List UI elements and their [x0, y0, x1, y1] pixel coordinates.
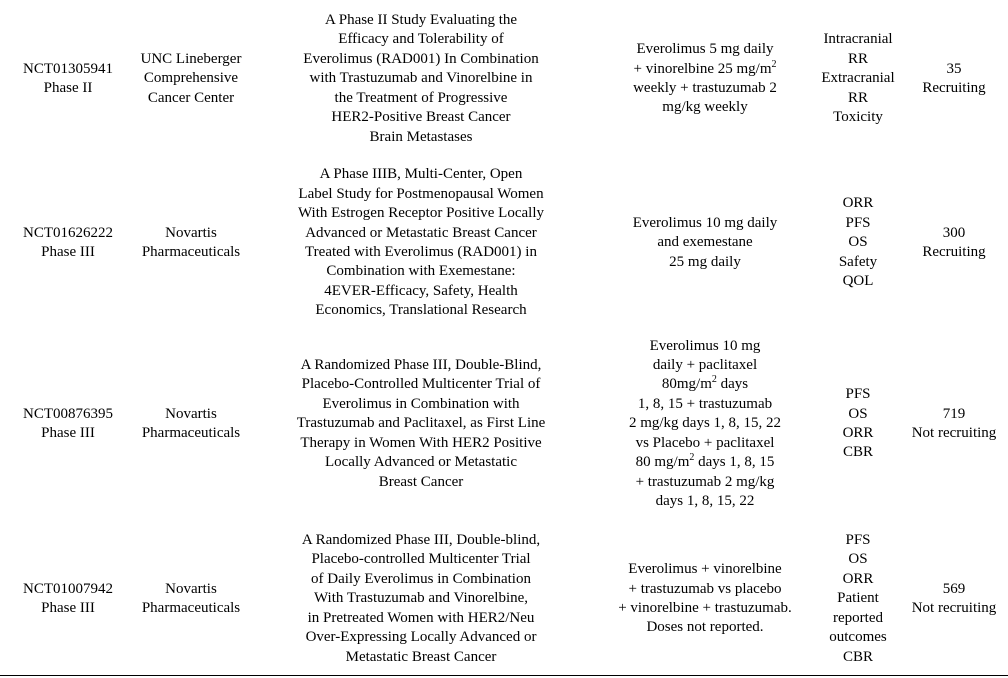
cell-text: NCT01305941 — [23, 60, 113, 77]
cell-text: Cancer Center — [147, 89, 235, 106]
cell-line — [943, 224, 966, 243]
endpoints-cell — [808, 30, 908, 127]
cell-text: Novartis — [165, 405, 217, 422]
cell-line — [165, 580, 217, 599]
cell-line — [657, 233, 752, 252]
cell-text: 4EVER-Efficacy, Safety, Health — [324, 282, 518, 299]
cell-text: Locally Advanced or Metastatic — [324, 454, 517, 471]
cell-line — [829, 628, 887, 647]
cell-text: NCT00876395 — [23, 405, 113, 422]
cell-line — [303, 50, 538, 69]
cell-text: With Trastuzumab and Vinorelbine, — [313, 590, 529, 607]
cell-text-tail: days — [716, 376, 749, 393]
cell-line — [315, 301, 526, 320]
cell-line — [628, 560, 781, 579]
cell-text: A Phase IIIB, Multi-Center, Open — [319, 166, 523, 183]
title-cell — [280, 531, 562, 667]
cell-line — [922, 79, 985, 98]
cell-text: Phase II — [43, 80, 93, 96]
cell-line — [324, 282, 518, 301]
cell-text: the Treatment of Progressive — [334, 89, 508, 106]
cell-line — [662, 375, 748, 394]
cell-text: Safety — [838, 253, 878, 270]
trial-id-cell — [0, 405, 136, 444]
cell-line — [300, 434, 541, 453]
cell-line — [636, 434, 775, 453]
cell-text: days 1, 8, 15, 22 — [655, 492, 755, 509]
cell-text: Everolimus + vinorelbine — [628, 561, 782, 578]
enrollment-status-cell — [900, 224, 1008, 263]
cell-text: A Randomized Phase III, Double-blind, — [301, 532, 541, 549]
sponsor-cell — [125, 405, 257, 444]
cell-text: OS — [848, 551, 868, 568]
cell-text: ORR — [842, 425, 874, 441]
table-row — [0, 158, 1008, 328]
cell-text: Economics, Translational Research — [315, 302, 527, 319]
cell-text: Everolimus in Combination with — [322, 395, 520, 412]
cell-text: mg/kg weekly — [662, 99, 748, 116]
cell-line — [142, 599, 240, 618]
superscript: 2 — [771, 58, 777, 70]
cell-text: Extracranial — [821, 70, 895, 87]
table-row — [0, 328, 1008, 520]
cell-text: + trastuzumab vs placebo — [628, 580, 782, 597]
cell-line — [326, 262, 515, 281]
cell-line — [305, 243, 537, 262]
cell-text: Combination with Exemestane: — [326, 263, 516, 280]
cell-text: Over-Expressing Locally Advanced or — [305, 629, 537, 646]
endpoints-cell — [808, 531, 908, 667]
cell-text: Placebo-Controlled Multicenter Trial of — [301, 376, 541, 393]
cell-line — [943, 405, 966, 424]
cell-line — [636, 40, 773, 59]
cell-text: CBR — [842, 648, 873, 665]
cell-text: Comprehensive — [143, 70, 239, 87]
cell-line — [662, 98, 747, 117]
cell-line — [833, 108, 883, 127]
cell-text: Recruiting — [922, 244, 986, 260]
cell-line — [308, 609, 535, 628]
cell-text: Patient — [837, 590, 879, 607]
cell-line — [41, 599, 95, 618]
cell-text: Everolimus (RAD001) In Combination — [303, 50, 539, 67]
cell-line — [848, 50, 868, 69]
cell-line — [912, 599, 997, 618]
cell-line — [165, 405, 217, 424]
cell-text: Phase III — [41, 244, 95, 260]
cell-line — [669, 253, 741, 272]
cell-line — [311, 550, 530, 569]
cell-line — [23, 60, 113, 79]
cell-line — [848, 89, 868, 108]
cell-line — [633, 60, 776, 79]
cell-line — [338, 30, 503, 49]
superscript: 2 — [711, 374, 717, 386]
cell-text: PFS — [845, 386, 871, 403]
cell-text: 35 — [946, 60, 962, 77]
cell-text: ORR — [842, 195, 874, 212]
cell-text: OS — [848, 405, 868, 422]
cell-text: of Daily Everolimus in Combination — [311, 570, 531, 587]
cell-text: 80mg/m — [661, 376, 712, 393]
sponsor-cell — [125, 50, 257, 108]
cell-line — [325, 11, 517, 30]
cell-text: RR — [847, 89, 868, 106]
cell-line — [618, 599, 792, 618]
cell-text: with Trastuzumab and Vinorelbine in — [309, 70, 533, 87]
cell-text: 25 mg daily — [669, 253, 741, 270]
cell-text: OS — [848, 234, 868, 251]
cell-line — [650, 337, 761, 356]
cell-text: PFS — [845, 214, 871, 231]
cell-text: Everolimus 10 mg — [649, 337, 761, 354]
enrollment-status-cell — [900, 580, 1008, 619]
cell-line — [311, 570, 531, 589]
enrollment-status-cell — [900, 60, 1008, 99]
cell-text: in Pretreated Women with HER2/Neu — [307, 609, 535, 626]
cell-line — [633, 214, 778, 233]
cell-line — [306, 628, 537, 647]
cell-text: 2 mg/kg days 1, 8, 15, 22 — [628, 415, 782, 432]
cell-line — [636, 453, 775, 472]
cell-line — [165, 224, 217, 243]
title-cell — [280, 165, 562, 320]
cell-text: Trastuzumab and Paclitaxel, as First Line — [296, 415, 546, 432]
cell-text: A Randomized Phase III, Double-Blind, — [300, 357, 542, 374]
cell-text: vs Placebo + paclitaxel — [635, 434, 775, 451]
regimen-cell — [605, 560, 805, 638]
cell-text: CBR — [842, 444, 873, 461]
regimen-cell — [605, 337, 805, 512]
cell-line — [922, 243, 985, 262]
cell-text: + vinorelbine 25 mg/m — [633, 60, 772, 77]
trial-id-cell — [0, 224, 136, 263]
superscript: 2 — [689, 452, 695, 464]
cell-text: Novartis — [165, 224, 217, 241]
cell-text: Pharmaceuticals — [141, 600, 241, 616]
cell-text: 1, 8, 15 + trastuzumab — [637, 395, 773, 412]
cell-text: PFS — [845, 532, 871, 549]
enrollment-status-cell — [900, 405, 1008, 444]
cell-line — [947, 60, 962, 79]
cell-text: Intracranial — [823, 31, 893, 48]
table-row — [0, 4, 1008, 154]
cell-text: Advanced or Metastatic Breast Cancer — [305, 224, 537, 241]
title-cell — [280, 356, 562, 492]
cell-line — [23, 405, 113, 424]
cell-text: Pharmaceuticals — [141, 244, 241, 260]
cell-line — [141, 50, 242, 69]
cell-text: Everolimus 5 mg daily — [636, 41, 774, 58]
cell-text: NCT01007942 — [23, 580, 113, 597]
cell-line — [44, 79, 93, 98]
cell-line — [346, 648, 497, 667]
endpoints-cell — [808, 194, 908, 291]
cell-line — [370, 128, 473, 147]
cell-line — [843, 570, 874, 589]
cell-line — [843, 194, 874, 213]
cell-line — [848, 405, 867, 424]
cell-line — [629, 414, 781, 433]
cell-line — [314, 589, 528, 608]
cell-line — [41, 424, 95, 443]
regimen-cell — [605, 214, 805, 272]
cell-line — [843, 648, 873, 667]
cell-text: Not recruiting — [911, 600, 997, 616]
cell-line — [845, 531, 870, 550]
cell-text: + trastuzumab 2 mg/kg — [635, 473, 775, 490]
cell-line — [305, 224, 537, 243]
cell-line — [23, 224, 113, 243]
cell-text: Therapy in Women With HER2 Positive — [300, 434, 542, 451]
cell-line — [633, 79, 777, 98]
cell-line — [23, 580, 113, 599]
title-cell — [280, 11, 562, 147]
cell-text: Recruiting — [922, 80, 986, 96]
cell-text: Label Study for Postmenopausal Women — [298, 185, 544, 202]
cell-text: With Estrogen Receptor Positive Locally — [297, 205, 544, 222]
cell-line — [144, 69, 238, 88]
cell-text: Treated with Everolimus (RAD001) in — [305, 244, 537, 260]
cell-text: 719 — [942, 405, 966, 422]
cell-line — [646, 618, 763, 637]
cell-text: ORR — [842, 570, 874, 587]
cell-text: A Phase II Study Evaluating the — [324, 12, 518, 29]
cell-text: Brain Metastases — [369, 128, 473, 145]
cell-line — [845, 214, 870, 233]
cell-text: daily + paclitaxel — [652, 357, 758, 374]
cell-line — [848, 550, 867, 569]
cell-line — [843, 272, 874, 291]
cell-text: Phase III — [41, 425, 95, 441]
table-bottom-rule — [0, 675, 1008, 676]
cell-line — [331, 108, 510, 127]
cell-line — [302, 375, 541, 394]
cell-line — [845, 385, 870, 404]
cell-text: Toxicity — [833, 109, 883, 126]
cell-text: + vinorelbine + trastuzumab. — [618, 600, 792, 616]
cell-line — [823, 30, 892, 49]
cell-line — [322, 395, 519, 414]
cell-text: Pharmaceuticals — [141, 425, 241, 441]
cell-text: Phase III — [41, 600, 95, 616]
cell-line — [833, 609, 883, 628]
sponsor-cell — [125, 224, 257, 263]
trial-id-cell — [0, 60, 136, 99]
cell-text: 569 — [942, 580, 966, 597]
cell-text: reported — [833, 609, 883, 626]
cell-line — [142, 424, 240, 443]
cell-line — [638, 395, 772, 414]
cell-text-tail: days 1, 8, 15 — [694, 454, 775, 471]
cell-line — [656, 492, 755, 511]
cell-text: outcomes — [829, 629, 887, 646]
cell-text: Efficacy and Tolerability of — [338, 31, 504, 48]
cell-line — [636, 473, 775, 492]
cell-text: and exemestane — [657, 234, 753, 251]
cell-line — [839, 253, 877, 272]
cell-line — [310, 69, 533, 88]
cell-text: NCT01626222 — [23, 224, 113, 241]
cell-line — [912, 424, 997, 443]
cell-line — [943, 580, 966, 599]
cell-line — [297, 414, 546, 433]
cell-text: Everolimus 10 mg daily — [632, 214, 778, 231]
regimen-cell — [605, 40, 805, 118]
cell-line — [653, 356, 757, 375]
cell-text: Placebo-controlled Multicenter Trial — [311, 551, 531, 568]
table-row — [0, 524, 1008, 674]
cell-line — [320, 165, 523, 184]
cell-text: HER2-Positive Breast Cancer — [331, 109, 511, 126]
cell-text: Breast Cancer — [378, 473, 464, 490]
sponsor-cell — [125, 580, 257, 619]
cell-text: UNC Lineberger — [140, 50, 242, 67]
cell-text: weekly + trastuzumab 2 — [633, 80, 777, 96]
cell-line — [629, 580, 782, 599]
cell-line — [142, 243, 240, 262]
cell-line — [298, 204, 544, 223]
cell-text: Metastatic Breast Cancer — [345, 648, 497, 665]
cell-line — [821, 69, 894, 88]
cell-text: 300 — [942, 224, 966, 241]
cell-line — [301, 356, 542, 375]
cell-text: 80 mg/m — [635, 454, 690, 471]
cell-text: Novartis — [165, 580, 217, 597]
cell-line — [837, 589, 879, 608]
cell-line — [298, 185, 543, 204]
cell-line — [325, 453, 517, 472]
cell-line — [335, 89, 508, 108]
cell-text: QOL — [842, 273, 874, 290]
trial-id-cell — [0, 580, 136, 619]
cell-line — [148, 89, 234, 108]
cell-line — [843, 443, 873, 462]
endpoints-cell — [808, 385, 908, 463]
cell-line — [302, 531, 540, 550]
cell-text: RR — [847, 50, 868, 67]
cell-text: Not recruiting — [911, 425, 997, 441]
cell-line — [41, 243, 95, 262]
cell-line — [848, 233, 867, 252]
cell-text: Doses not reported. — [646, 619, 764, 636]
cell-line — [843, 424, 874, 443]
cell-line — [379, 473, 464, 492]
